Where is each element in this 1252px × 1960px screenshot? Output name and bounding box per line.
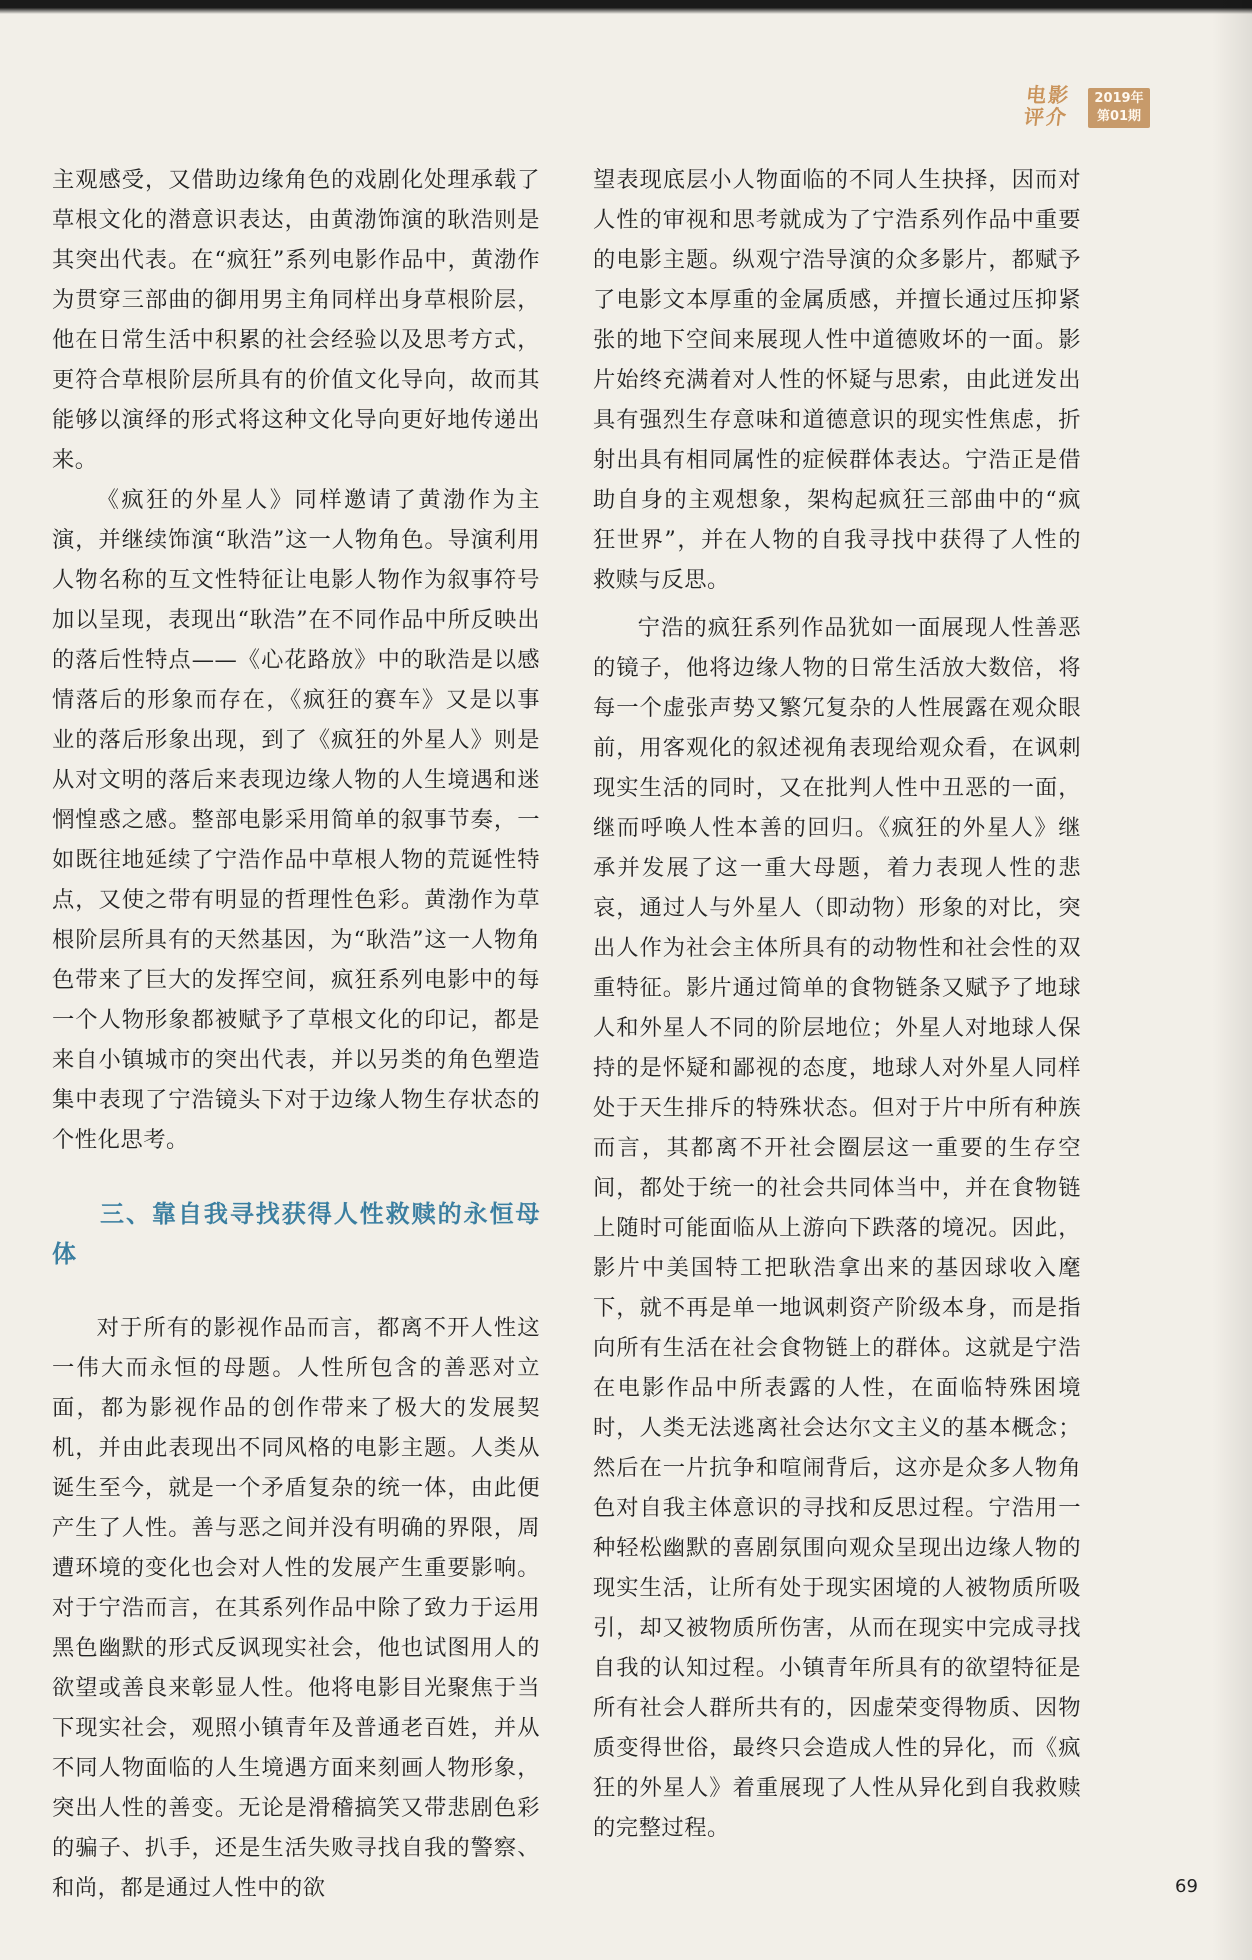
left-paragraph-2: 《疯狂的外星人》同样邀请了黄渤作为主演，并继续饰演“耿浩”这一人物角色。导演利用人物名称的互文性特征让电影人物作为叙事符号加以呈现，表现出“耿浩”在不同作品中所反映出的落后性特点——《心花路放》中的耿浩是以感情落后的形象而存在，《疯狂的赛车》又是以事业的落后形象出现，到了《疯狂的外星人》则是从对文明的落后来表现边缘人物的人生境遇和迷惘惶惑之感。整部电影采用简单的叙事节奏，一如既往地延续了宁浩作品中草根人物的荒诞性特点，又使之带有明显的哲理性色彩。黄渤作为草根阶层所具有的天然基因，为“耿浩”这一人物角色带来了巨大的发挥空间，疯狂系列电影中的每一个人物形象都被赋予了草根文化的印记，都是来自小镇城市的突出代表，并以另类的角色塑造集中表现了宁浩镜头下对于边缘人物生存状态的个性化思考。 bbox=[52, 487, 540, 1153]
right-paragraph-2: 宁浩的疯狂系列作品犹如一面展现人性善恶的镜子，他将边缘人物的日常生活放大数倍，将每一个虚张声势又繁冗复杂的人性展露在观众眼前，用客观化的叙述视角表现给观众看，在讽刺现实生活的同时，又在批判人性中丑恶的一面，继而呼唤人性本善的回归。《疯狂的外星人》继承并发展了这一重大母题，着力表现人性的悲哀，通过人与外星人（即动物）形象的对比，突出人作为社会主体所具有的动物性和社会性的双重特征。影片通过简单的食物链条又赋予了地球人和外星人不同的阶层地位；外星人对地球人保持的是怀疑和鄙视的态度，地球人对外星人同样处于天生排斥的特殊状态。但对于片中所有种族而言，其都离不开社会圈层这一重要的生存空间，都处于统一的社会共同体当中，并在食物链上随时可能面临从上游向下跌落的境况。因此，影片中美国特工把耿浩拿出来的基因球收入麾下，就不再是单一地讽刺资产阶级本身，而是指向所有生活在社会食物链上的群体。这就是宁浩在电影作品中所表露的人性，在面临特殊困境时，人类无法逃离社会达尔文主义的基本概念；然后在一片抗争和喧闹背后，这亦是众多人物角色对自我主体意识的寻找和反思过程。宁浩用一种轻松幽默的喜剧氛围向观众呈现出边缘人物的现实生活，让所有处于现实困境的人被物质所吸引，却又被物质所伤害，从而在现实中完成寻找自我的认知过程。小镇青年所具有的欲望特征是所有社会人群所共有的，因虚荣变得物质、因物质变得世俗，最终只会造成人性的异化，而《疯狂的外星人》着重展现了人性从异化到自我救赎的完整过程。 bbox=[593, 615, 1081, 1841]
section-spacer bbox=[52, 1160, 540, 1194]
section-spacer bbox=[52, 1274, 540, 1308]
page-top-edge bbox=[0, 0, 1252, 14]
page-number: 69 bbox=[1175, 1876, 1198, 1897]
issue-year: 2019年 bbox=[1094, 91, 1144, 106]
left-column bbox=[52, 160, 540, 1908]
section-heading: 三、靠自我寻找获得人性救赎的永恒母体 bbox=[52, 1200, 540, 1268]
issue-badge bbox=[1088, 88, 1150, 128]
left-paragraph-3: 对于所有的影视作品而言，都离不开人性这一伟大而永恒的母题。人性所包含的善恶对立面，都为影视作品的创作带来了极大的发展契机，并由此表现出不同风格的电影主题。人类从诞生至今，就是一个矛盾复杂的统一体，由此便产生了人性。善与恶之间并没有明确的界限，周遭环境的变化也会对人性的发展产生重要影响。对于宁浩而言，在其系列作品中除了致力于运用黑色幽默的形式反讽现实社会，他也试图用人的欲望或善良来彰显人性。他将电影目光聚焦于当下现实社会，观照小镇青年及普通老百姓，并从不同人物面临的人生境遇方面来刻画人物形象，突出人性的善变。无论是滑稽搞笑又带悲剧色彩的骗子、扒手，还是生活失败寻找自我的警察、和尚，都是通过人性中的欲 bbox=[52, 1315, 540, 1901]
logo-line-1: 电影 bbox=[1025, 83, 1072, 107]
right-paragraph-1: 望表现底层小人物面临的不同人生抉择，因而对人性的审视和思考就成为了宁浩系列作品中重要的电影主题。纵观宁浩导演的众多影片，都赋予了电影文本厚重的金属质感，并擅长通过压抑紧张的地下空间来展现人性中道德败坏的一面。影片始终充满着对人性的怀疑与思索，由此迸发出具有强烈生存意味和道德意识的现实性焦虑，折射出具有相同属性的症候群体表达。宁浩正是借助自身的主观想象，架构起疯狂三部曲中的“疯狂世界”，并在人物的自我寻找中获得了人性的救赎与反思。 bbox=[593, 167, 1081, 593]
journal-logo bbox=[1023, 84, 1088, 130]
left-paragraph-1: 主观感受，又借助边缘角色的戏剧化处理承载了草根文化的潜意识表达，由黄渤饰演的耿浩则是其突出代表。在“疯狂”系列电影作品中，黄渤作为贯穿三部曲的御用男主角同样出身草根阶层，他在日常生活中积累的社会经验以及思考方式，更符合草根阶层所具有的价值文化导向，故而其能够以演绎的形式将这种文化导向更好地传递出来。 bbox=[52, 167, 540, 473]
right-column bbox=[593, 160, 1081, 1848]
logo-line-2: 评介 bbox=[1022, 105, 1070, 129]
page-right-shading bbox=[1212, 0, 1252, 1960]
issue-number: 第01期 bbox=[1096, 109, 1142, 124]
